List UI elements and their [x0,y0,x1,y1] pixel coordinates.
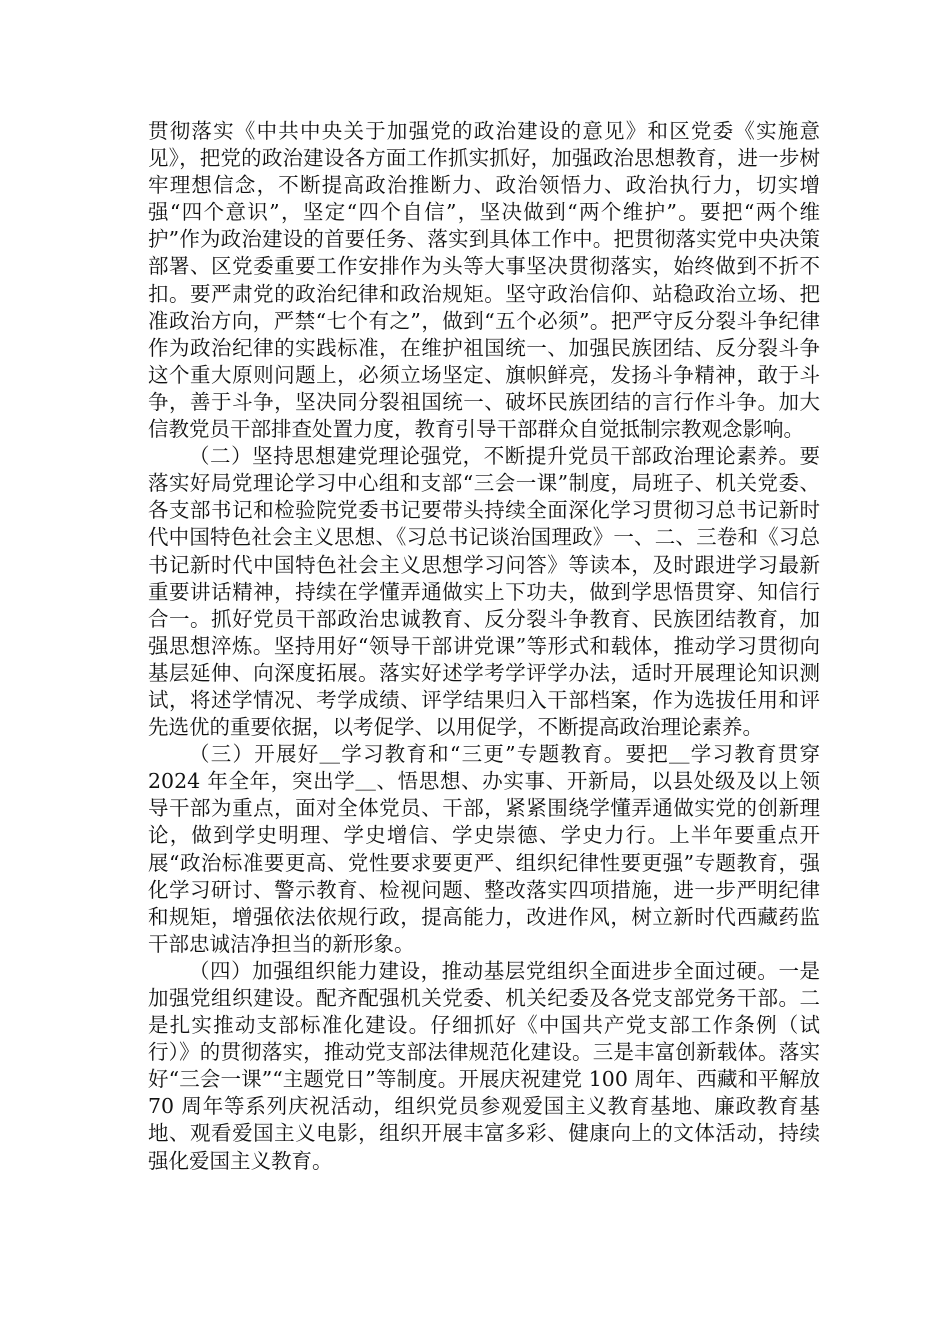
paragraph-continuation: 贯彻落实《中共中央关于加强党的政治建设的意见》和区党委《实施意见》，把党的政治建设各方面工作抓实抓好，加强政治思想教育，进一步树牢理想信念，不断提高政治推断力、政治领悟力、政治执行力，切实增强“四个意识”，坚定“四个自信”，坚决做到“两个维护”。要把“两个维护”作为政治建设的首要任务、落实到具体工作中。把贯彻落实党中央决策部署、区党委重要工作安排作为头等大事坚决贯彻落实，始终做到不折不扣。要严肃党的政治纪律和政治规矩。坚守政治信仰、站稳政治立场、把准政治方向，严禁“七个有之”，做到“五个必须”。把严守反分裂斗争纪律作为政治纪律的实践标准，在维护祖国统一、加强民族团结、反分裂斗争这个重大原则问题上，必须立场坚定、旗帜鲜亮，发扬斗争精神，敢于斗争，善于斗争，坚决同分裂祖国统一、破坏民族团结的言行作斗争。加大信教党员干部排查处置力度，教育引导干部群众自觉抵制宗教观念影响。 [148,119,820,442]
paragraph-section-4: （四）加强组织能力建设，推动基层党组织全面进步全面过硬。一是加强党组织建设。配齐配强机关党委、机关纪委及各党支部党务干部。二是扎实推动支部标准化建设。仔细抓好《中国共产党支部工作条例（试行）》的贯彻落实，推动党支部法律规范化建设。三是丰富创新载体。落实好“三会一课”“主题党日”等制度。开展庆祝建党 100 周年、西藏和平解放 70 周年等系列庆祝活动，组织党员参观爱国主义教育基地、廉政教育基地、观看爱国主义电影，组织开展丰富多彩、健康向上的文体活动，持续强化爱国主义教育。 [148,958,820,1173]
document-body [148,118,820,1175]
paragraph-section-2: （二）坚持思想建党理论强党，不断提升党员干部政治理论素养。要落实好局党理论学习中心组和支部“三会一课”制度，局班子、机关党委、各支部书记和检验院党委书记要带头持续全面深化学习贯彻习总书记新时代中国特色社会主义思想、《习总书记谈治国理政》一、二、三卷和《习总书记新时代中国特色社会主义思想学习问答》等读本，及时跟进学习最新重要讲话精神，持续在学懂弄通做实上下功夫，做到学思悟贯穿、知信行合一。抓好党员干部政治忠诚教育、反分裂斗争教育、民族团结教育，加强思想淬炼。坚持用好“领导干部讲党课”等形式和载体，推动学习贯彻向基层延伸、向深度拓展。落实好述学考学评学办法，适时开展理论知识测试，将述学情况、考学成绩、评学结果归入干部档案，作为选拔任用和评先选优的重要依据，以考促学、以用促学，不断提高政治理论素养。 [148,444,820,740]
paragraph-section-3: （三）开展好＿学习教育和“三更”专题教育。要把＿学习教育贯穿 2024 年全年，突出学＿、悟思想、办实事、开新局，以县处级及以上领导干部为重点，面对全体党员、干部，紧紧围绕学懂弄通做实党的创新理论，做到学史明理、学史增信、学史崇德、学史力行。上半年要重点开展“政治标准要更高、党性要求要更严、组织纪律性要更强”专题教育，强化学习研讨、警示教育、检视问题、整改落实四项措施，进一步严明纪律和规矩，增强依法依规行政，提高能力，改进作风，树立新时代西藏药监干部忠诚洁净担当的新形象。 [148,742,820,956]
